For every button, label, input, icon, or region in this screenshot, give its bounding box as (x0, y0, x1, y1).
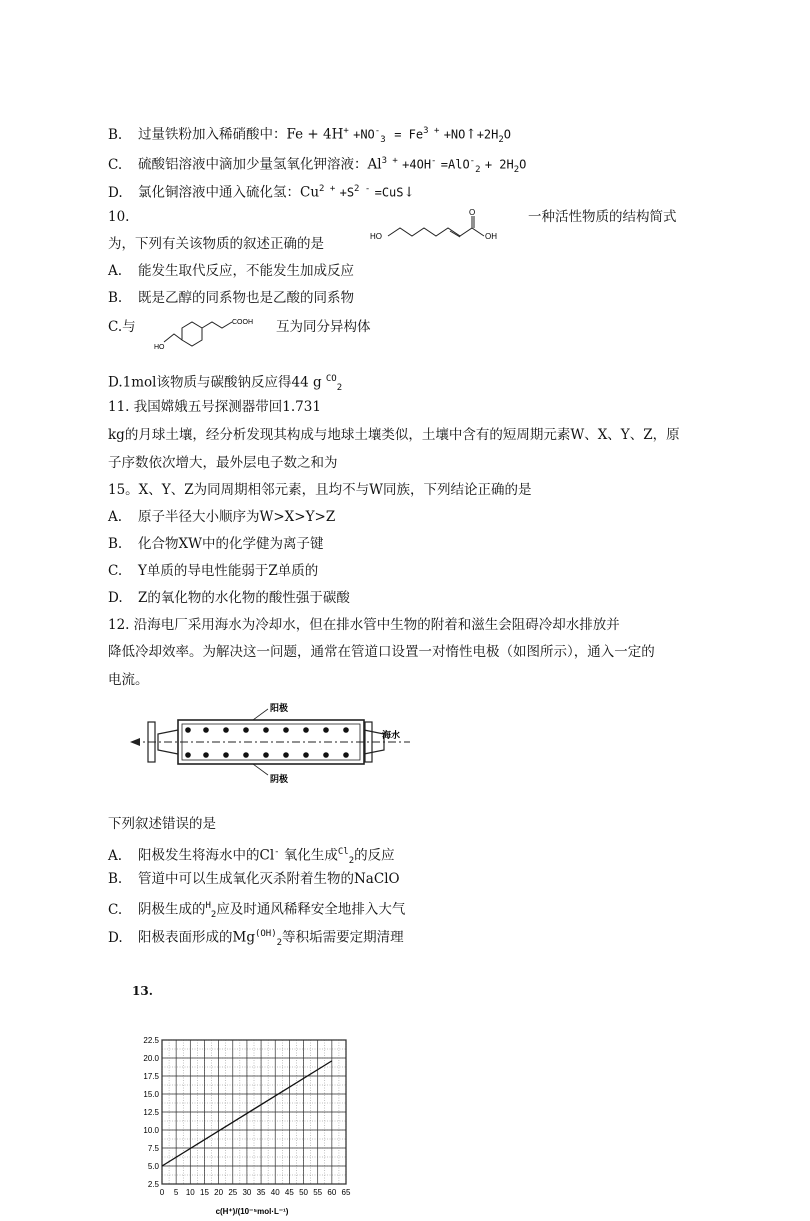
chart-x-tick-label: 15 (200, 1188, 209, 1197)
q10-option-c-structure (148, 310, 270, 354)
q12-option-c: C. 阴极生成的$^H_2$应及时通风稀释安全地排入大气 (108, 901, 406, 921)
q11-option-a: A. 原子半径大小顺序为W>X>Y>Z (108, 509, 336, 525)
q13-chart (128, 1028, 368, 1218)
q12-option-d: D. 阳极表面形成的$Mg^{(OH)}_2$等积垢需要定期清理 (108, 929, 404, 949)
anode-label: 阳极 (270, 703, 289, 713)
q9-option-d: D. 氯化铜溶液中通入硫化氢：$Cu^{2 +} +S^{2 -}$ =CuS↓ (108, 184, 415, 201)
chart-y-tick-label: 12.5 (143, 1108, 159, 1117)
q9-option-b: B. 过量铁粉加入稀硝酸中：$Fe + 4H^+ +NO^-_3 = Fe^{3 +}$ $+NO↑+2H_2O$ (108, 126, 512, 146)
chart-x-tick-label: 50 (299, 1188, 308, 1197)
q10-option-b: B. 既是乙醇的同系物也是乙酸的同系物 (108, 290, 354, 306)
q11-line3: 子序数依次增大，最外层电子数之和为 (108, 455, 338, 471)
chart-x-tick-label: 20 (214, 1188, 224, 1197)
q10-c-ho-label: HO (154, 344, 165, 351)
q10-structure-figure (368, 206, 500, 246)
q12-option-a: A. 阳极发生将海水中的Cl- 氧化生成$^{Cl}_2$的反应 (108, 847, 395, 867)
chart-x-tick-label: 25 (228, 1188, 238, 1197)
chart-x-tick-label: 0 (159, 1188, 165, 1197)
q10-number: 10. (108, 209, 130, 225)
q11-option-b: B. 化合物XW中的化学健为离子键 (108, 536, 324, 552)
q10-struct-oh-label: OH (485, 232, 497, 241)
q12-stem: 下列叙述错误的是 (108, 816, 216, 832)
chart-x-tick-label: 45 (284, 1188, 294, 1197)
chart-y-tick-label: 2.5 (147, 1180, 159, 1189)
chart-y-tick-label: 17.5 (143, 1072, 159, 1081)
q11-option-c: C. Y单质的导电性能弱于Z单质的 (108, 563, 319, 579)
q10-struct-ho-label: HO (370, 232, 382, 241)
q12-line2: 降低冷却效率。为解决这一问题，通常在管道口设置一对惰性电极（如图所示），通入一定的 (108, 644, 655, 660)
q11-line4: 15。X、Y、Z为同周期相邻元素，且均不与W同族，下列结论正确的是 (108, 482, 532, 498)
chart-y-tick-label: 7.5 (147, 1144, 159, 1153)
q10-option-c-label: C.与 (108, 319, 136, 335)
q10-stem-line2: 为，下列有关该物质的叙述正确的是 (108, 236, 324, 252)
chart-y-tick-label: 20.0 (143, 1054, 159, 1063)
chart-x-axis-label: c(H⁺)/(10⁻⁵mol·L⁻¹) (215, 1207, 289, 1216)
q10-option-c-text: 互为同分异构体 (276, 319, 371, 335)
q12-line1: 12. 沿海电厂采用海水为冷却水，但在排水管中生物的附着和滋生会阻碍冷却水排放并 (108, 617, 620, 633)
chart-x-tick-label: 10 (185, 1188, 195, 1197)
q10-option-d: D.1mol该物质与碳酸钠反应得44 g $^{CO}_2$ (108, 374, 343, 394)
q13-number: 13. (132, 984, 153, 998)
q12-option-b: B. 管道中可以生成氧化灭杀附着生物的NaClO (108, 871, 400, 887)
q10-option-a: A. 能发生取代反应，不能发生加成反应 (108, 263, 354, 279)
q11-line2: kg的月球土壤，经分析发现其构成与地球土壤类似，土壤中含有的短周期元素W、X、Y、Z，原 (108, 427, 680, 443)
q12-line3: 电流。 (108, 672, 149, 688)
chart-y-tick-label: 10.0 (143, 1126, 159, 1135)
q10-c-cooh-label: COOH (232, 319, 253, 326)
q9-option-c: C. 硫酸铝溶液中滴加少量氢氧化钾溶液：$Al^{3 +} +4OH^- =AlO^-_2 + 2H_2O$ (108, 156, 527, 176)
chart-x-tick-label: 40 (270, 1188, 280, 1197)
q10-struct-o-label: O (469, 208, 476, 217)
chart-x-tick-label: 65 (341, 1188, 351, 1197)
chart-y-tick-label: 5.0 (147, 1162, 159, 1171)
q10-stem-tail: 一种活性物质的结构简式 (528, 209, 677, 225)
chart-y-tick-label: 15.0 (143, 1090, 159, 1099)
chart-x-tick-label: 30 (242, 1188, 252, 1197)
q12-pipe-figure (128, 700, 410, 786)
chart-x-tick-label: 60 (327, 1188, 337, 1197)
q11-line1: 11. 我国嫦娥五号探测器带回1.731 (108, 399, 321, 415)
seawater-label: 海水 (382, 730, 401, 740)
chart-y-tick-label: 22.5 (143, 1036, 159, 1045)
q11-option-d: D. Z的氧化物的水化物的酸性强于碳酸 (108, 590, 350, 606)
chart-x-tick-label: 35 (256, 1188, 266, 1197)
chart-x-tick-label: 55 (313, 1188, 323, 1197)
chart-x-tick-label: 5 (173, 1188, 179, 1197)
cathode-label: 阴极 (270, 774, 289, 784)
